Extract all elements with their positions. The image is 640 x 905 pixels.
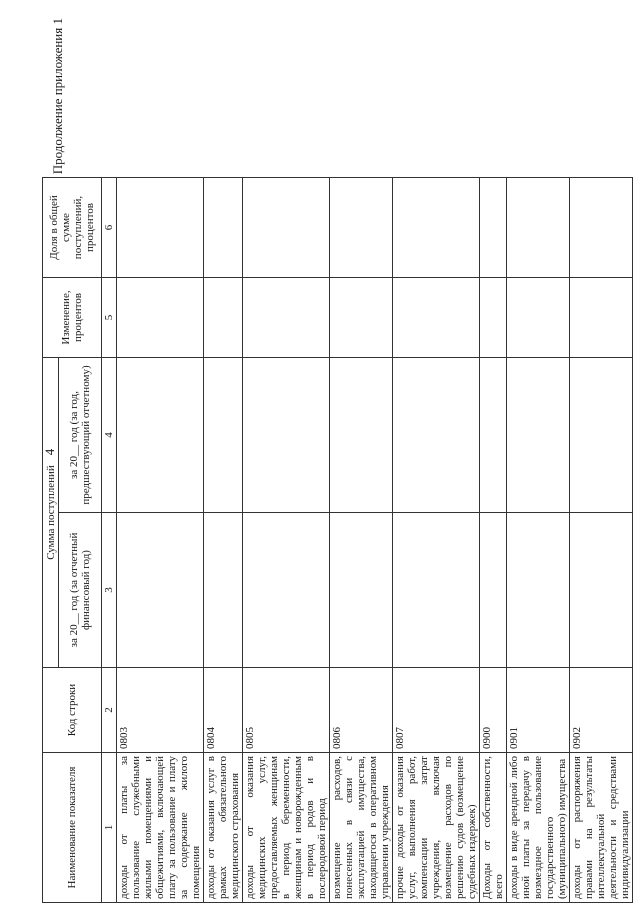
row-change <box>204 278 243 358</box>
header-share: Доля в общей сумме поступлений, процентов <box>43 178 102 278</box>
row-change <box>393 278 480 358</box>
row-change <box>570 278 633 358</box>
row-change <box>330 278 393 358</box>
table-row <box>330 178 393 903</box>
table-row <box>570 178 633 903</box>
row-code: 0900 <box>480 668 507 753</box>
row-change <box>117 278 204 358</box>
row-code: 0807 <box>393 668 480 753</box>
row-share <box>330 178 393 278</box>
column-number: 4 <box>102 358 117 513</box>
row-share <box>243 178 330 278</box>
header-sum-group: Сумма поступлений <box>43 358 59 668</box>
row-sum-previous <box>570 358 633 513</box>
row-sum-current <box>243 513 330 668</box>
row-sum-previous <box>117 358 204 513</box>
row-share <box>507 178 570 278</box>
header-change: Изменение, процентов <box>43 278 102 358</box>
row-name: прочие доходы от оказания услуг, выполнения работ, компенсации затрат учреждения, включая возмещение расходов по решению судов (возмещение судебных издержек) <box>393 753 480 903</box>
page-number: 4 <box>42 448 57 456</box>
row-sum-current <box>480 513 507 668</box>
row-code: 0806 <box>330 668 393 753</box>
row-name: доходы от распоряжения правами на результаты интеллектуальной деятельности и средствами индивидуализации <box>570 753 633 903</box>
row-code: 0902 <box>570 668 633 753</box>
row-sum-current <box>204 513 243 668</box>
header-code: Код строки <box>43 668 102 753</box>
row-name: возмещение расходов, понесенных в связи с эксплуатацией имущества, находящегося в оперативном управлении учреждения <box>330 753 393 903</box>
row-name: Доходы от собственности, всего <box>480 753 507 903</box>
header-sum-previous: за 20__ год (за год, предшествующий отчетному) <box>59 358 102 513</box>
column-number: 3 <box>102 513 117 668</box>
row-sum-previous <box>204 358 243 513</box>
row-sum-previous <box>480 358 507 513</box>
row-code: 0804 <box>204 668 243 753</box>
row-sum-current <box>507 513 570 668</box>
column-number: 1 <box>102 753 117 903</box>
column-number: 5 <box>102 278 117 358</box>
row-sum-previous <box>507 358 570 513</box>
row-sum-previous <box>393 358 480 513</box>
row-sum-previous <box>330 358 393 513</box>
row-change <box>507 278 570 358</box>
table-row <box>117 178 204 903</box>
row-share <box>480 178 507 278</box>
row-sum-current <box>570 513 633 668</box>
row-code: 0803 <box>117 668 204 753</box>
row-sum-previous <box>243 358 330 513</box>
header-row-1 <box>43 178 59 903</box>
row-sum-current <box>117 513 204 668</box>
row-name: доходы от оказания медицинских услуг, предоставляемых женщинам в период беременности, женщинам и новорожденным в период родов и в послеродовой период <box>243 753 330 903</box>
table-row <box>507 178 570 903</box>
row-name: доходы от оказания услуг в рамках обязательного медицинского страхования <box>204 753 243 903</box>
table-row <box>480 178 507 903</box>
row-change <box>480 278 507 358</box>
table-row <box>393 178 480 903</box>
header-name: Наименование показателя <box>43 753 102 903</box>
column-number: 2 <box>102 668 117 753</box>
row-sum-current <box>330 513 393 668</box>
continuation-label: Продолжение приложения 1 <box>50 18 65 175</box>
row-share <box>570 178 633 278</box>
column-numbers-row <box>102 178 117 903</box>
row-code: 0901 <box>507 668 570 753</box>
row-sum-current <box>393 513 480 668</box>
header-sum-current: за 20__ год (за отчетный финансовый год) <box>59 513 102 668</box>
row-share <box>393 178 480 278</box>
row-share <box>117 178 204 278</box>
revenue-table <box>42 177 633 903</box>
column-number: 6 <box>102 178 117 278</box>
row-share <box>204 178 243 278</box>
row-name: доходы в виде арендной либо иной платы за передачу в возмездное пользование государственного (муниципального) имущества <box>507 753 570 903</box>
row-code: 0805 <box>243 668 330 753</box>
row-name: доходы от платы за пользование служебными жилыми помещениями и общежитиями, включающей плату за пользование и плату за содержание жилого помещения <box>117 753 204 903</box>
table-row <box>243 178 330 903</box>
row-change <box>243 278 330 358</box>
table-row <box>204 178 243 903</box>
